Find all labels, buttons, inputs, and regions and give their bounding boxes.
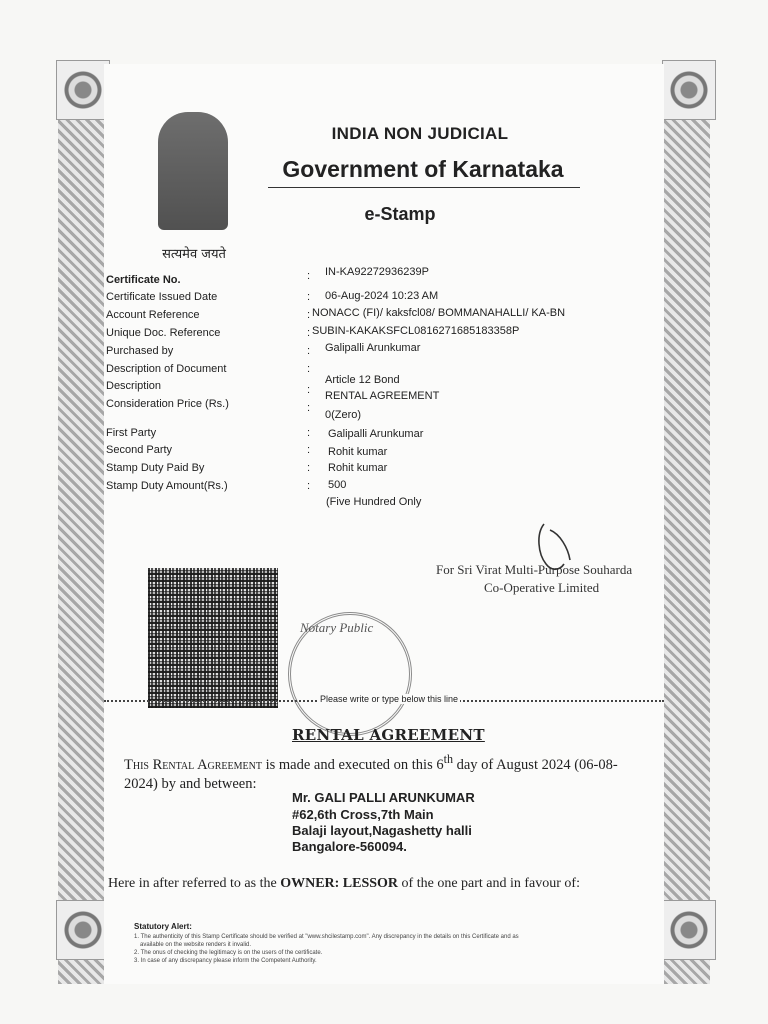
colon: : bbox=[307, 384, 311, 396]
colon: : bbox=[307, 402, 311, 414]
colon: : bbox=[307, 480, 311, 492]
value-certificate-no: IN-KA92272936239P bbox=[325, 266, 429, 278]
label-stamp-duty-paid-by: Stamp Duty Paid By bbox=[106, 462, 205, 474]
agreement-title: RENTAL AGREEMENT bbox=[292, 726, 485, 744]
value-amount-in-words: (Five Hundred Only bbox=[326, 496, 422, 508]
label-first-party: First Party bbox=[106, 427, 157, 439]
label-stamp-duty-amount: Stamp Duty Amount(Rs.) bbox=[106, 480, 228, 492]
header-rule bbox=[268, 187, 580, 188]
label-description: Description bbox=[106, 380, 162, 392]
label-certificate-no: Certificate No. bbox=[106, 274, 181, 286]
value-account-reference: NONACC (FI)/ kaksfcl08/ BOMMANAHALLI/ KA-BN bbox=[312, 307, 566, 319]
owner-name: Mr. GALI PALLI ARUNKUMAR bbox=[292, 790, 475, 805]
cut-line-note: Please write or type below this line bbox=[320, 694, 459, 704]
notary-seal-text: Notary Public bbox=[300, 620, 374, 635]
colon: : bbox=[307, 291, 311, 303]
label-description-of-document: Description of Document bbox=[106, 363, 227, 375]
corner-ornament-top-left bbox=[56, 60, 110, 120]
intro-caps: Rental Agreement bbox=[152, 756, 262, 773]
colon: : bbox=[307, 363, 311, 375]
statutory-line: available on the website renders it invalid. bbox=[140, 942, 252, 948]
statutory-line: 3. In case of any discrepancy please inform the Competent Authority. bbox=[134, 958, 317, 964]
emblem-motto: सत्यमेव जयते bbox=[162, 247, 226, 262]
value-stamp-duty-paid-by: Rohit kumar bbox=[328, 462, 388, 474]
statutory-alert-title: Statutory Alert: bbox=[134, 922, 192, 931]
label-second-party: Second Party bbox=[106, 444, 173, 456]
owner-clause-b: OWNER: LESSOR bbox=[280, 876, 399, 891]
value-first-party: Galipalli Arunkumar bbox=[328, 428, 424, 440]
value-issued-date: 06-Aug-2024 10:23 AM bbox=[325, 290, 439, 302]
header-government: Government of Karnataka bbox=[282, 156, 564, 182]
corner-ornament-top-right bbox=[662, 60, 716, 120]
label-purchased-by: Purchased by bbox=[106, 345, 174, 357]
header-india-non-judicial: INDIA NON JUDICIAL bbox=[331, 124, 509, 143]
colon: : bbox=[307, 270, 311, 282]
value-consideration-price: 0(Zero) bbox=[325, 409, 362, 421]
value-description: RENTAL AGREEMENT bbox=[325, 390, 440, 402]
colon: : bbox=[307, 427, 311, 439]
label-account-reference: Account Reference bbox=[106, 309, 200, 321]
colon: : bbox=[307, 309, 311, 321]
intro-rest: is made and executed on this 6 bbox=[261, 756, 444, 773]
owner-address-line-3: Bangalore-560094. bbox=[292, 839, 407, 854]
owner-clause bbox=[108, 876, 668, 892]
qr-code bbox=[148, 568, 278, 708]
value-second-party: Rohit kumar bbox=[328, 446, 388, 458]
label-consideration-price: Consideration Price (Rs.) bbox=[106, 398, 229, 410]
signatory-line-2: Co-Operative Limited bbox=[484, 580, 600, 595]
agreement-intro bbox=[124, 750, 644, 794]
value-purchased-by: Galipalli Arunkumar bbox=[325, 342, 421, 354]
label-issued-date: Certificate Issued Date bbox=[106, 291, 218, 303]
label-unique-doc-reference: Unique Doc. Reference bbox=[106, 327, 221, 339]
left-ornamental-border bbox=[58, 64, 104, 984]
signatory-line-1: For Sri Virat Multi-Purpose Souharda bbox=[436, 562, 633, 577]
value-stamp-duty-amount: 500 bbox=[328, 479, 347, 491]
value-description-of-document: Article 12 Bond bbox=[325, 374, 400, 386]
national-emblem bbox=[146, 112, 242, 262]
colon: : bbox=[307, 345, 311, 357]
owner-address-line-1: #62,6th Cross,7th Main bbox=[292, 807, 434, 822]
colon: : bbox=[307, 444, 311, 456]
corner-ornament-bottom-left bbox=[56, 900, 110, 960]
owner-clause-c: of the one part and in favour of: bbox=[398, 876, 580, 891]
header-estamp: e-Stamp bbox=[364, 204, 436, 224]
right-ornamental-border bbox=[664, 64, 710, 984]
lion-capital-icon bbox=[158, 112, 228, 230]
colon: : bbox=[307, 462, 311, 474]
colon: : bbox=[307, 327, 311, 339]
statutory-line: 1. The authenticity of this Stamp Certificate should be verified at "www.shcilestamp.com". Any discrepancy in the details on this Certificate and as bbox=[134, 934, 519, 940]
statutory-line: 2. The onus of checking the legitimacy is on the users of the certificate. bbox=[134, 950, 323, 956]
owner-clause-a: Here in after referred to as the bbox=[108, 876, 281, 891]
owner-address-line-2: Balaji layout,Nagashetty halli bbox=[292, 823, 472, 838]
intro-prefix: This bbox=[124, 756, 149, 773]
corner-ornament-bottom-right bbox=[662, 900, 716, 960]
value-unique-doc-reference: SUBIN-KAKAKSFCL0816271685183358P bbox=[312, 325, 520, 337]
intro-end: day of August 2024 (06-08-2024) by and between: bbox=[124, 756, 618, 792]
intro-sup: th bbox=[443, 752, 453, 766]
